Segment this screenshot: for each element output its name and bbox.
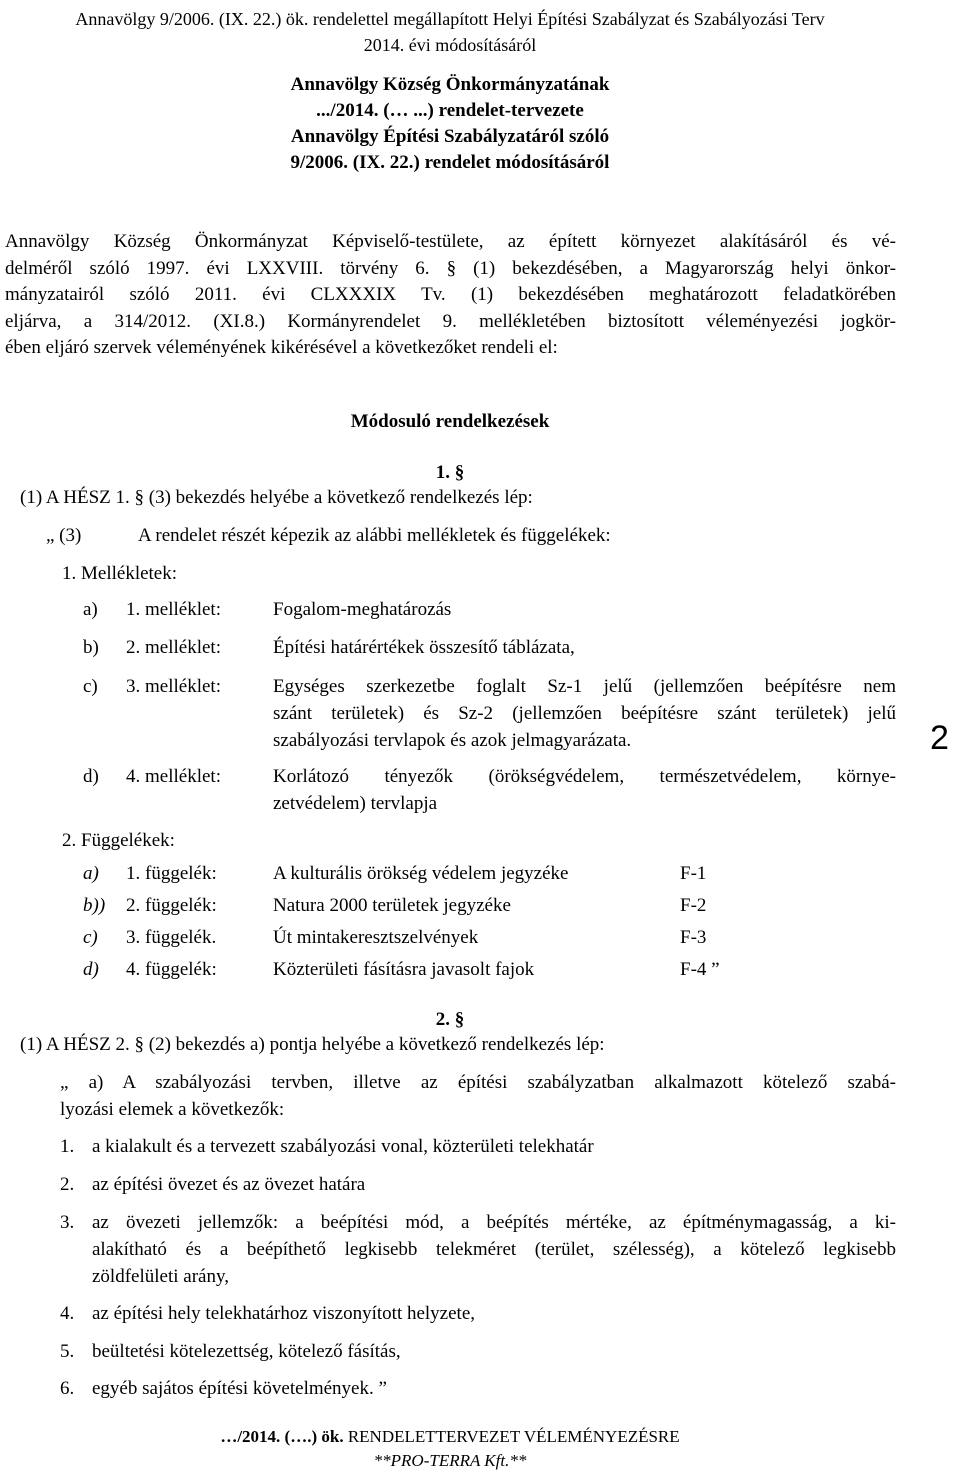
intro-paragraph [5, 229, 896, 362]
melleklet-label: 4. melléklet: [126, 766, 221, 787]
fuggelek-letter: a) [83, 863, 99, 884]
fuggelek-text: Közterületi fásításra javasolt fajok [273, 959, 535, 980]
title-line-1: Annavölgy Község Önkormányzatának [290, 74, 610, 95]
list-item-number: 3. [60, 1212, 75, 1233]
fuggelek-text: Natura 2000 területek jegyzéke [273, 895, 511, 916]
list-item-text: zöldfelületi arány, [92, 1266, 229, 1287]
fuggelek-letter: c) [83, 927, 98, 948]
fuggelek-code: F-1 [680, 863, 707, 884]
intro-line: ében eljáró szervek véleményének kikérésével a következőket rendeli el: [5, 337, 558, 358]
melleklet-letter: d) [83, 766, 99, 787]
melleklet-letter: b) [83, 637, 99, 658]
melleklet-text-line: szánt területek) és Sz-2 (jellemzően beépítésre szánt területek) jelű [273, 703, 896, 724]
title-line-3: Annavölgy Építési Szabályzatáról szóló [290, 126, 610, 147]
fuggelek-label: 2. függelék: [126, 895, 217, 916]
list-item-number: 2. [60, 1174, 75, 1195]
melleklet-text-line: zetvédelem) tervlapja [273, 793, 438, 814]
paragraph-2-heading: 2. § [435, 1009, 465, 1030]
intro-line: eljárva, a 314/2012. (XI.8.) Kormányrendelet 9. mellékletében biztosított véleményezési jogkör- [5, 310, 896, 332]
footer-text: RENDELETTERVEZET VÉLEMÉNYEZÉSRE [343, 1427, 680, 1446]
fuggelek-text: A kulturális örökség védelem jegyzéke [273, 863, 569, 884]
list-item-text: az építési hely telekhatárhoz viszonyított helyzete, [92, 1303, 476, 1324]
document-header-line-1: Annavölgy 9/2006. (IX. 22.) ök. rendelettel megállapított Helyi Építési Szabályzat és Szabályozási Terv [75, 9, 825, 29]
fuggelek-label: 4. függelék: [126, 959, 217, 980]
mellekletek-title: 1. Mellékletek: [62, 563, 178, 584]
list-item-text: beültetési kötelezettség, kötelező fásítás, [92, 1341, 401, 1362]
footer-line-1 [0, 1424, 900, 1450]
list-item-text: a kialakult és a tervezett szabályozási vonal, közterületi telekhatár [92, 1136, 594, 1157]
melleklet-label: 3. melléklet: [126, 676, 221, 697]
list-item-number: 4. [60, 1303, 75, 1324]
subsection-3-text: A rendelet részét képezik az alábbi mellékletek és függelékek: [138, 525, 611, 546]
fuggelek-text: Út mintakeresztszelvények [273, 927, 479, 948]
intro-line: mányzatairól szóló 2011. évi CLXXXIX Tv. (1) bekezdésében meghatározott feladatkörében [5, 284, 896, 305]
list-item-text: alakítható és a beépíthető legkisebb telekméret (terület, szélesség), a kötelező legkisebb [92, 1239, 896, 1260]
fuggelek-label: 3. függelék. [126, 927, 217, 948]
footer-line-2: **PRO-TERRA Kft.** [373, 1451, 527, 1470]
melleklet-text: Fogalom-meghatározás [273, 599, 452, 620]
title-line-2: .../2014. (… ...) rendelet-tervezete [316, 100, 584, 121]
page-number: 2 [930, 719, 949, 757]
melleklet-label: 2. melléklet: [126, 637, 221, 658]
list-item-number: 5. [60, 1341, 75, 1362]
paragraph-1-heading: 1. § [435, 462, 465, 483]
subsection-3-number: „ (3) [46, 525, 82, 546]
melleklet-label: 1. melléklet: [126, 599, 221, 620]
intro-line: Annavölgy Község Önkormányzat Képviselő-testülete, az épített környezet alakításáról és vé- [5, 231, 896, 252]
section-title: Módosuló rendelkezések [350, 411, 550, 432]
fuggelek-letter: b)) [83, 895, 106, 916]
melleklet-letter: a) [83, 599, 98, 620]
list-item-text: egyéb sajátos építési követelmények. ” [92, 1378, 387, 1399]
fuggelekek-title: 2. Függelékek: [62, 830, 175, 851]
fuggelek-label: 1. függelék: [126, 863, 217, 884]
paragraph-2-lead: (1) A HÉSZ 2. § (2) bekezdés a) pontja helyébe a következő rendelkezés lép: [20, 1034, 605, 1055]
paragraph-2-intro-line: lyozási elemek a következők: [60, 1099, 285, 1120]
footer-number: …/2014. (….) ök. [220, 1427, 344, 1446]
title-line-4: 9/2006. (IX. 22.) rendelet módosításáról [290, 152, 610, 173]
paragraph-1-lead: (1) A HÉSZ 1. § (3) bekezdés helyébe a következő rendelkezés lép: [20, 487, 533, 508]
melleklet-text-line: szabályozási tervlapok és azok jelmagyarázata. [273, 730, 632, 751]
fuggelek-code: F-4 ” [680, 959, 720, 980]
intro-line: delméről szóló 1997. évi LXXVIII. törvény 6. § (1) bekezdésében, a Magyarország helyi önkor- [5, 257, 896, 279]
melleklet-text-line: Egységes szerkezetbe foglalt Sz-1 jelű (jellemzően beépítésre nem [273, 676, 896, 697]
list-item-text: az övezeti jellemzők: a beépítési mód, a beépítés mértéke, az építménymagasság, a ki- [92, 1212, 896, 1233]
melleklet-letter: c) [83, 676, 98, 697]
paragraph-2-intro-line: „ a) A szabályozási tervben, illetve az építési szabályzatban alkalmazott kötelező szabá- [60, 1072, 896, 1093]
document-header-line-2: 2014. évi módosításáról [363, 35, 537, 55]
melleklet-text: Építési határértékek összesítő táblázata, [273, 637, 575, 658]
fuggelek-letter: d) [83, 959, 99, 980]
list-item-number: 6. [60, 1378, 75, 1399]
fuggelek-code: F-2 [680, 895, 707, 916]
melleklet-text-line: Korlátozó tényezők (örökségvédelem, természetvédelem, környe- [273, 766, 896, 787]
list-item-text: az építési övezet és az övezet határa [92, 1174, 366, 1195]
list-item-number: 1. [60, 1136, 75, 1157]
fuggelek-code: F-3 [680, 927, 707, 948]
